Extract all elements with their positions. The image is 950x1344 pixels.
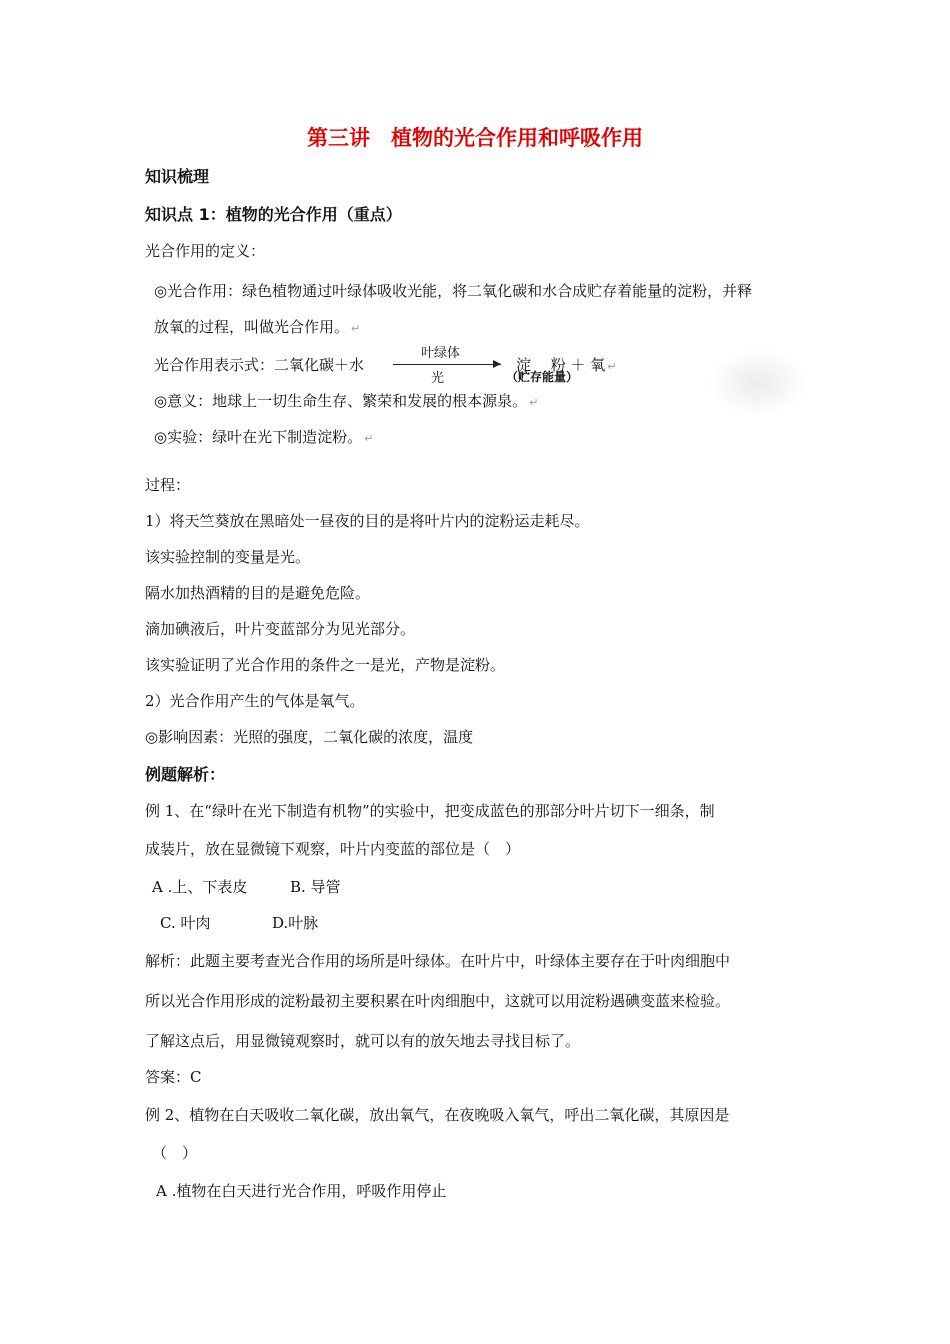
example-1-option-a: A .上、下表皮	[152, 878, 248, 896]
knowledge-point-heading: 知识点 1：植物的光合作用（重点）	[145, 205, 402, 224]
arrow-condition-bottom: 光	[431, 371, 445, 386]
stored-energy-note: （贮存能量）	[506, 370, 579, 384]
analysis-line-1: 解析：此题主要考查光合作用的场所是叶绿体。在叶片中，叶绿体主要存在于叶肉细胞中	[145, 952, 731, 970]
definition-label: 光合作用的定义：	[145, 242, 266, 260]
process-line-6: 2）光合作用产生的气体是氧气。	[145, 692, 365, 710]
formula-left: 光合作用表示式：二氧化碳＋水	[154, 356, 365, 374]
answer-line: 答案：C	[145, 1068, 202, 1086]
example-2-line-2: （ ）	[152, 1144, 198, 1162]
definition-line-1: ◎光合作用：绿色植物通过叶绿体吸收光能，将二氧化碳和水合成贮存着能量的淀粉，并释	[154, 282, 753, 300]
significance-line: ◎意义：地球上一切生命生存、繁荣和发展的根本源泉。 ↵	[154, 392, 539, 410]
arrow-line	[393, 364, 501, 365]
example-2-option-a: A .植物在白天进行光合作用，呼吸作用停止	[156, 1182, 447, 1200]
example-1-line-2: 成装片，放在显微镜下观察，叶片内变蓝的部位是（ ）	[145, 840, 521, 858]
influencing-factors: ◎影响因素：光照的强度，二氧化碳的浓度，温度	[145, 728, 474, 746]
example-2-line-1: 例 2、植物在白天吸收二氧化碳，放出氧气，在夜晚吸入氧气，呼出二氧化碳，其原因是	[145, 1106, 730, 1124]
analysis-line-3: 了解这点后，用显微镜观察时，就可以有的放矢地去寻找目标了。	[145, 1032, 581, 1050]
process-label: 过程：	[145, 476, 191, 494]
example-1-option-c: C. 叶肉	[160, 914, 211, 932]
definition-image	[148, 268, 810, 450]
example-1-line-1: 例 1、在“绿叶在光下制造有机物”的实验中，把变成蓝色的那部分叶片切下一细条，制	[145, 802, 715, 820]
example-1-option-b: B. 导管	[290, 878, 341, 896]
section-heading-knowledge: 知识梳理	[145, 167, 210, 186]
process-line-2: 该实验控制的变量是光。	[145, 548, 311, 566]
reaction-arrow	[393, 342, 503, 384]
formula-right: 淀 粉 ＋ 氧 ↵	[516, 356, 617, 374]
process-line-5: 该实验证明了光合作用的条件之一是光，产物是淀粉。	[145, 656, 506, 674]
scan-smudge	[708, 348, 808, 418]
process-line-3: 隔水加热酒精的目的是避免危险。	[145, 584, 371, 602]
analysis-line-2: 所以光合作用形成的淀粉最初主要积累在叶肉细胞中，这就可以用淀粉遇碘变蓝来检验。	[145, 992, 731, 1010]
definition-line-2: 放氧的过程，叫做光合作用。 ↵	[154, 318, 361, 336]
process-line-1: 1）将天竺葵放在黑暗处一昼夜的目的是将叶片内的淀粉运走耗尽。	[145, 512, 590, 530]
arrow-condition-top: 叶绿体	[421, 346, 461, 361]
process-line-4: 滴加碘液后，叶片变蓝部分为见光部分。	[145, 620, 416, 638]
examples-heading: 例题解析：	[145, 765, 226, 784]
example-1-option-d: D.叶脉	[272, 914, 319, 932]
experiment-line: ◎实验：绿叶在光下制造淀粉。 ↵	[154, 428, 374, 446]
page-title: 第三讲 植物的光合作用和呼吸作用	[307, 126, 643, 150]
arrow-head-icon	[493, 360, 501, 368]
